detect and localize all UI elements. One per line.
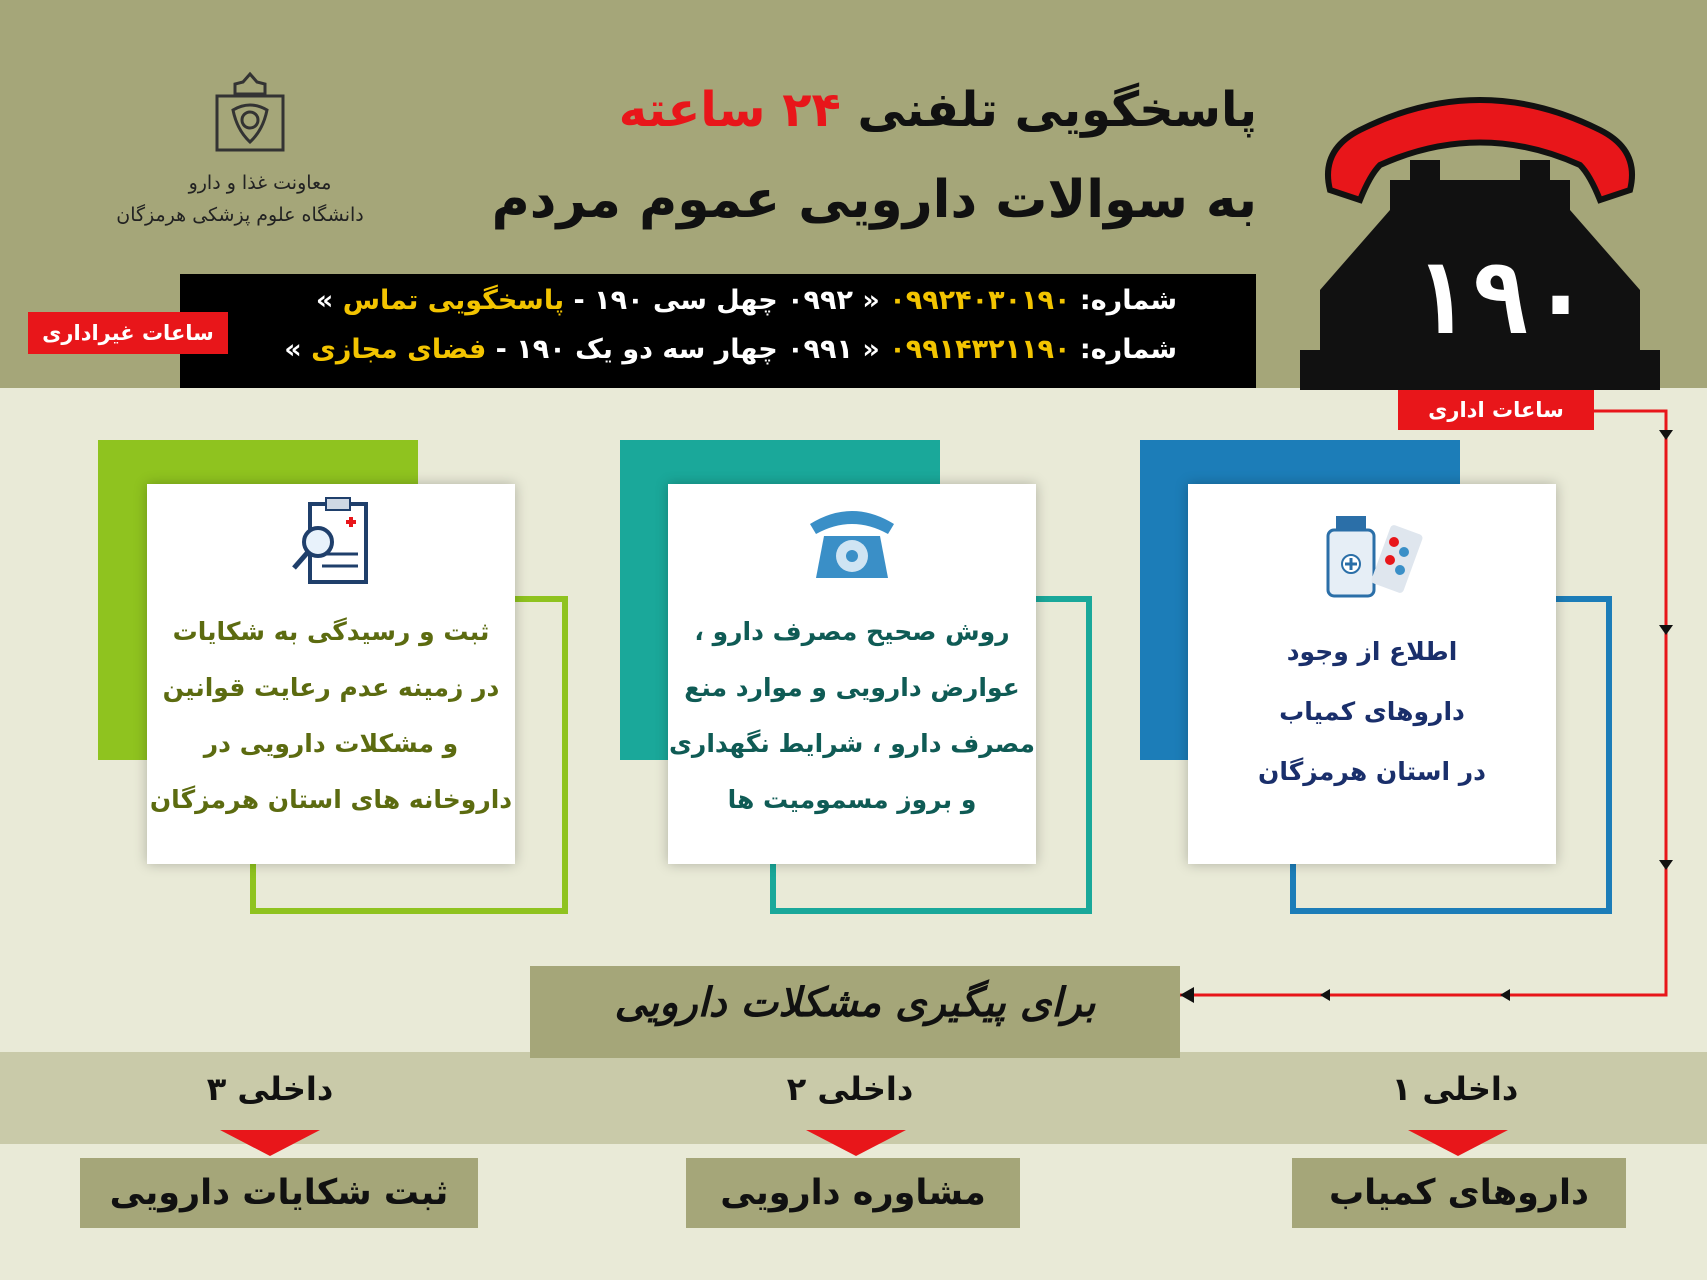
internal-1-label: داخلی ۱: [1391, 1070, 1519, 1108]
card-text-line: ثبت و رسیدگی به شکایات: [172, 617, 490, 646]
card-text-line: و بروز مسمومیت ها: [727, 785, 977, 814]
clipboard-search-icon: [282, 494, 382, 594]
phone-close: »: [315, 285, 334, 316]
office-hours-badge: ساعات اداری: [1398, 390, 1594, 430]
card-text-line: در زمینه عدم رعایت قوانین: [162, 673, 500, 702]
phone-spoken: « ۰۹۹۱ چهار سه دو یک ۱۹۰ -: [495, 334, 880, 365]
phone-purpose: فضای مجازی: [311, 334, 487, 365]
card-consultation: [668, 484, 1036, 864]
phone-label: شماره:: [1079, 285, 1177, 316]
card-complaints: [147, 484, 515, 864]
card-text-line: مصرف دارو ، شرایط نگهداری: [669, 729, 1035, 758]
title-highlight: ۲۴ ساعته: [618, 82, 841, 138]
non-office-hours-badge: ساعات غیراداری: [28, 312, 228, 354]
phone-number[interactable]: ۰۹۹۲۴۰۳۰۱۹۰: [889, 285, 1071, 316]
card-text-line: عوارض دارویی و موارد منع: [684, 673, 1020, 702]
title-text: پاسخگویی تلفنی: [857, 82, 1257, 138]
card-text-line: داروهای کمیاب: [1279, 697, 1465, 726]
phone-close: »: [284, 334, 302, 365]
down-arrow-icon: [220, 1130, 320, 1156]
page-title-line1: [619, 82, 1257, 138]
phone-label: شماره:: [1079, 334, 1177, 365]
service-consultation-button[interactable]: مشاوره دارویی: [686, 1158, 1020, 1228]
service-complaints-button[interactable]: ثبت شکایات دارویی: [80, 1158, 478, 1228]
rotary-phone-icon: [802, 502, 902, 582]
internal-3-label: داخلی ۳: [206, 1070, 334, 1108]
card-text-line: اطلاع از وجود: [1286, 637, 1458, 666]
phone-spoken: « ۰۹۹۲ چهل سی ۱۹۰ -: [573, 285, 880, 316]
card-text-line: در استان هرمزگان: [1258, 757, 1486, 786]
card-text-line: داروخانه های استان هرمزگان: [149, 785, 513, 814]
card-text-line: روش صحیح مصرف دارو ،: [694, 617, 1010, 646]
internal-2-label: داخلی ۲: [786, 1070, 914, 1108]
phone-purpose: پاسخگویی تماس: [342, 285, 565, 316]
phone-number[interactable]: ۰۹۹۱۴۳۲۱۱۹۰: [889, 334, 1071, 365]
down-arrow-icon: [806, 1130, 906, 1156]
medicine-bottle-icon: [1322, 512, 1432, 602]
page-title-line2: به سوالات دارویی عموم مردم: [491, 170, 1257, 230]
phone-line-2: [284, 334, 1177, 365]
university-logo-icon: [205, 70, 295, 160]
follow-up-text: برای پیگیری مشکلات دارویی: [614, 980, 1096, 1026]
down-arrow-icon: [1408, 1130, 1508, 1156]
org-name-line2: دانشگاه علوم پزشکی هرمزگان: [116, 204, 364, 226]
hotline-number: ۱۹۰: [1410, 240, 1591, 357]
service-rare-drugs-button[interactable]: داروهای کمیاب: [1292, 1158, 1626, 1228]
card-rare-drugs: [1188, 484, 1556, 864]
phone-line-1: [316, 285, 1177, 316]
card-text-line: و مشکلات دارویی در: [203, 729, 459, 758]
org-name-line1: معاونت غذا و دارو: [188, 172, 332, 194]
